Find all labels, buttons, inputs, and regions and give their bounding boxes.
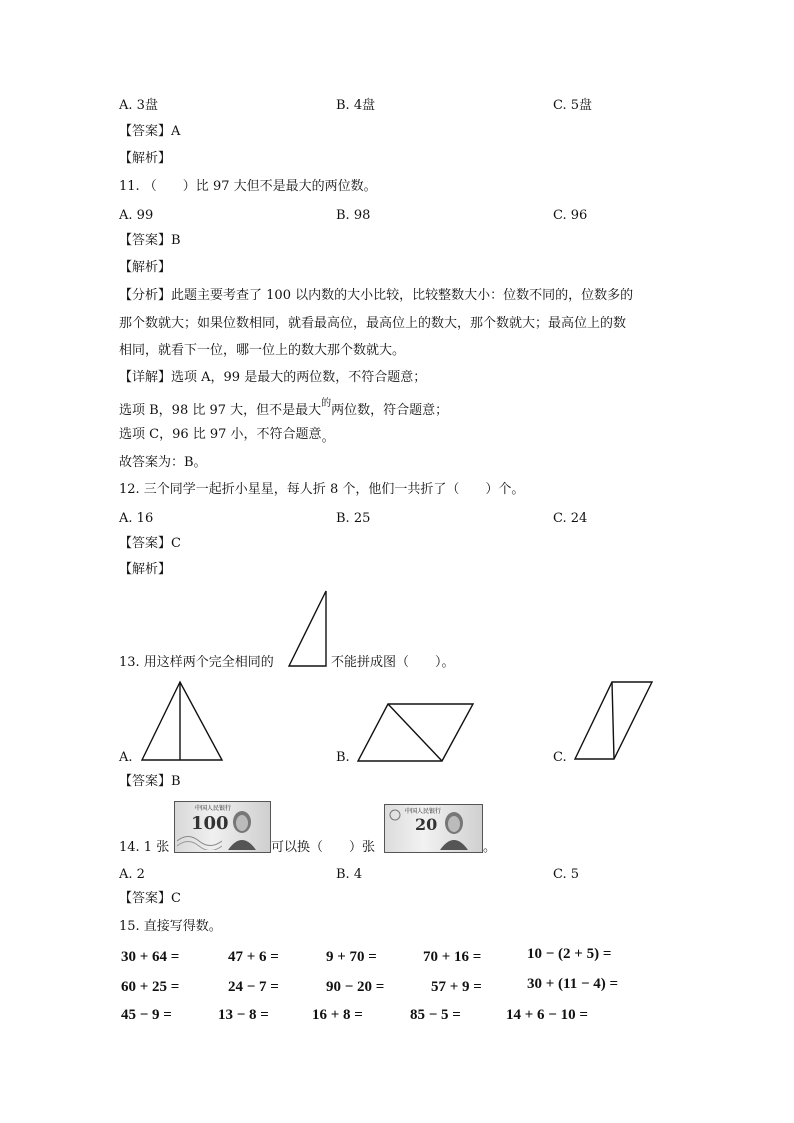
q13-option-c: C. [553, 750, 567, 765]
banknote-20-emblem-icon [389, 809, 401, 821]
q13-question-part1: 13. 用这样两个完全相同的 [119, 655, 274, 670]
q15-r3-c1: 45 − 9 = [121, 1007, 172, 1023]
banknote-100-yuan [174, 801, 271, 853]
q11-option-c: C. 96 [553, 208, 588, 223]
q15-r2-c4: 57 + 9 = [431, 979, 482, 995]
q10-option-b: B. 4盘 [336, 98, 376, 113]
q14-text-part3: 。 [483, 840, 497, 855]
q15-r3-c4: 85 − 5 = [410, 1007, 461, 1023]
q12-option-a: A. 16 [119, 511, 154, 526]
q11-xiangjie-line1: 【详解】选项 A，99 是最大的两位数，不符合题意； [119, 370, 427, 385]
q14-text-part2: 可以换（ ）张 [271, 840, 376, 855]
q14-option-a: A. 2 [119, 867, 145, 882]
q14-text-part1: 14. 1 张 [119, 840, 170, 855]
q11-option-b-explanation: 选项 B，98 比 97 大，但不是最大$^的$两位数，符合题意； [119, 398, 449, 418]
q11-fenxi-line2: 那个数就大；如果位数相同，就看最高位，最高位上的数大，那个数就大；最高位上的数 [119, 316, 627, 331]
q12-analysis-label: 【解析】 [119, 562, 172, 577]
q13-option-a: A. [119, 750, 133, 765]
q13-option-b: B. [336, 750, 350, 765]
q15-title: 15. 直接写得数。 [119, 919, 222, 934]
q10-analysis-label: 【解析】 [119, 151, 172, 166]
q15-r2-c1: 60 + 25 = [121, 979, 180, 995]
q14-answer: 【答案】C [119, 891, 181, 906]
q11-conclusion: 故答案为：B。 [119, 455, 207, 470]
q11-fenxi-line3: 相同，就看下一位，哪一位上的数大那个数就大。 [119, 343, 406, 358]
q13-answer: 【答案】B [119, 774, 181, 789]
banknote-20-value: 20 [415, 815, 438, 834]
q15-r1-c5: 10 − (2 + 5) = [527, 946, 612, 962]
q10-option-c: C. 5盘 [553, 98, 593, 113]
q14-option-b: B. 4 [336, 867, 363, 882]
banknote-100-value: 100 [191, 813, 229, 834]
q11-analysis-label: 【解析】 [119, 260, 172, 275]
q13-figure-c-parallelogram [572, 679, 656, 763]
q11-question: 11. （ ）比 97 大但不是最大的两位数。 [119, 179, 377, 194]
q15-r1-c4: 70 + 16 = [423, 949, 482, 965]
q12-option-c: C. 24 [553, 511, 588, 526]
q15-r3-c3: 16 + 8 = [312, 1007, 363, 1023]
q15-r2-c2: 24 − 7 = [228, 979, 279, 995]
q11-fenxi-line1: 【分析】此题主要考查了 100 以内数的大小比较，比较整数大小：位数不同的，位数多的 [119, 288, 634, 303]
q15-r3-c2: 13 − 8 = [218, 1007, 269, 1023]
q10-option-a: A. 3盘 [119, 98, 158, 113]
q14-option-c: C. 5 [553, 867, 580, 882]
q10-answer: 【答案】A [119, 124, 181, 139]
banknote-20-portrait-icon [439, 810, 469, 850]
q15-r2-c5: 30 + (11 − 4) = [527, 976, 619, 992]
q11-answer: 【答案】B [119, 233, 181, 248]
q13-question-part2: 不能拼成图（ ）。 [331, 655, 455, 670]
banknote-100-pattern-icon [177, 832, 222, 850]
banknote-20-bank-name: 中国人民银行 [405, 808, 442, 815]
q15-r3-c5: 14 + 6 − 10 = [506, 1007, 588, 1023]
q13-figure-a-isosceles-triangle [138, 680, 226, 764]
banknote-20-yuan [384, 804, 483, 853]
right-triangle-figure [287, 589, 329, 669]
q15-r2-c3: 90 − 20 = [326, 979, 385, 995]
q11-option-c-explanation: 选项 C，96 比 97 小，不符合题意。 [119, 427, 335, 445]
q12-answer: 【答案】C [119, 536, 181, 551]
q13-figure-b-parallelogram [355, 701, 477, 765]
q15-r1-c2: 47 + 6 = [228, 949, 279, 965]
banknote-100-bank-name: 中国人民银行 [195, 805, 232, 812]
q12-question: 12. 三个同学一起折小星星，每人折 8 个，他们一共折了（ ）个。 [119, 482, 525, 497]
banknote-100-portrait-icon [227, 808, 257, 850]
q15-r1-c1: 30 + 64 = [121, 949, 180, 965]
q15-r1-c3: 9 + 70 = [326, 949, 377, 965]
q11-option-b: B. 98 [336, 208, 371, 223]
q11-option-a: A. 99 [119, 208, 154, 223]
q12-option-b: B. 25 [336, 511, 371, 526]
